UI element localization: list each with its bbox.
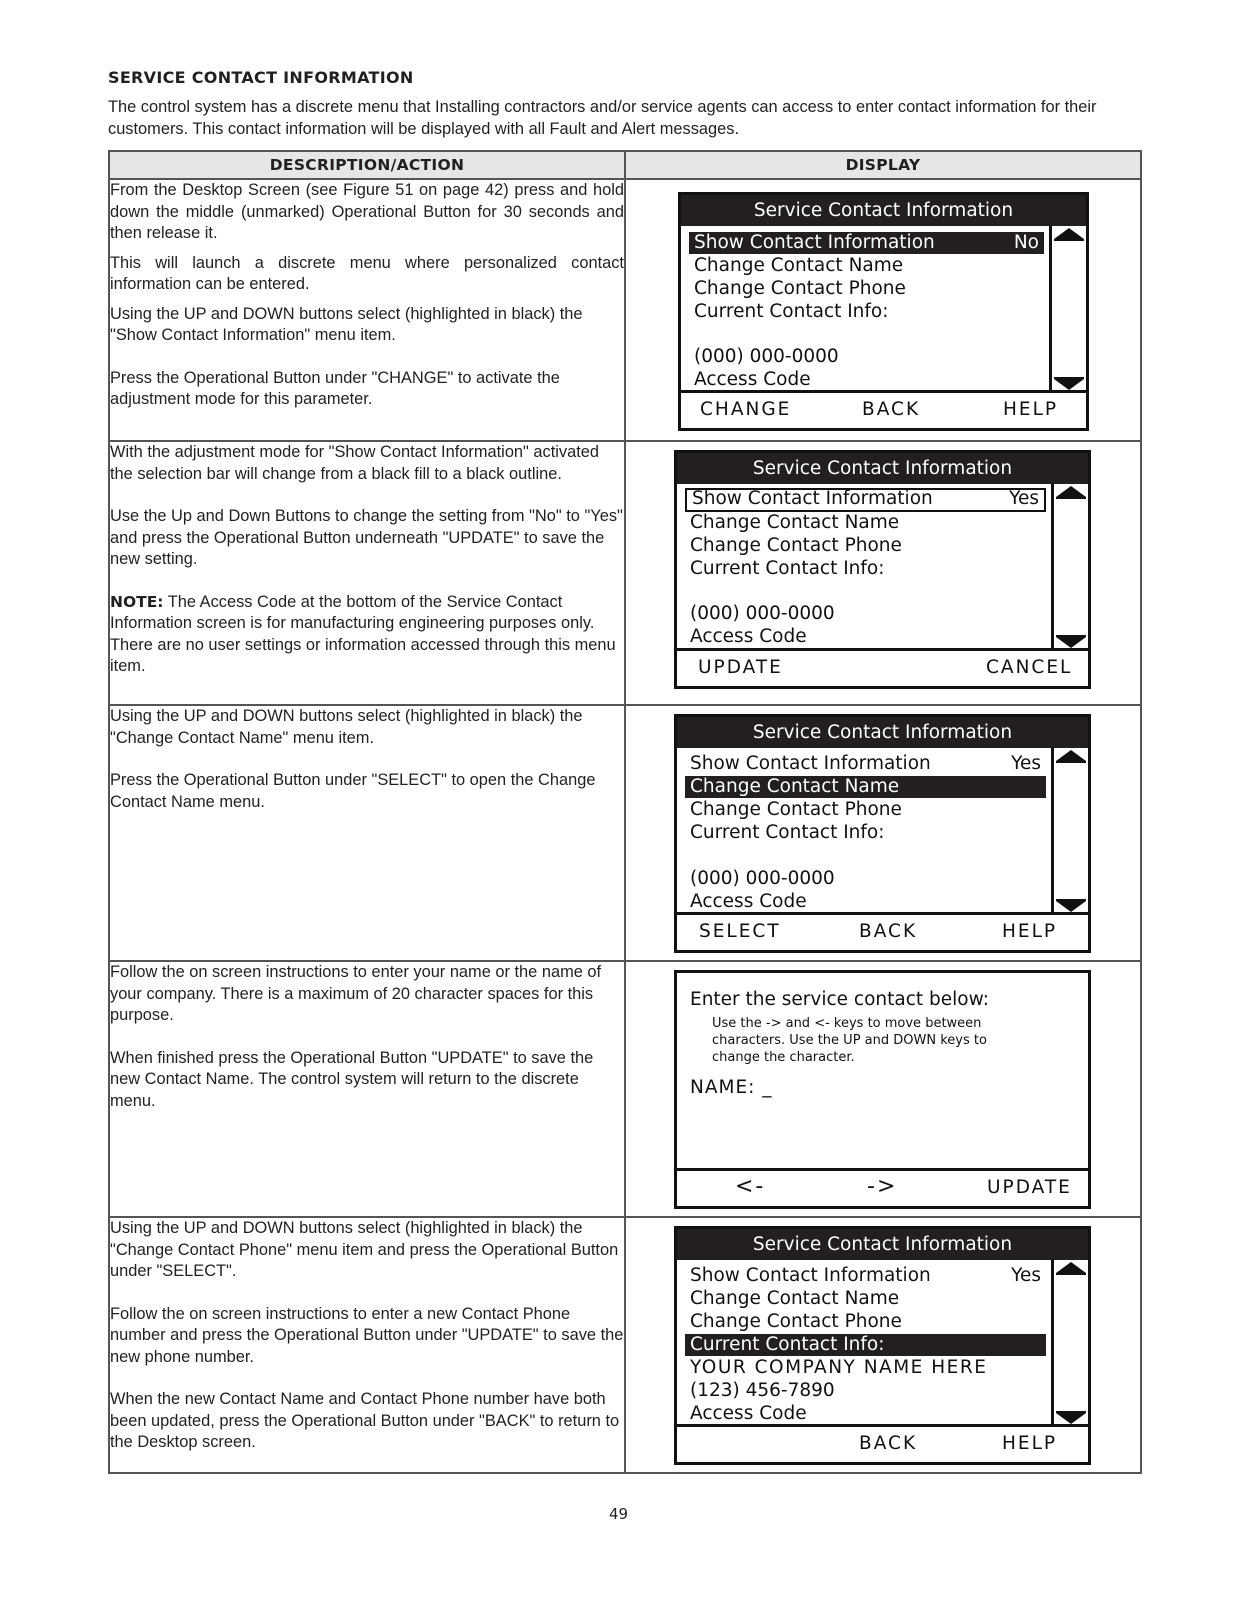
- section-title: SERVICE CONTACT INFORMATION: [108, 68, 414, 87]
- softkey-right-arrow[interactable]: ->: [867, 1174, 898, 1199]
- menu-item-show-contact-info[interactable]: Show Contact Information Yes: [685, 488, 1046, 512]
- softkey-help[interactable]: HELP: [1002, 1433, 1058, 1454]
- step-text: With the adjustment mode for "Show Contact Information" activated the selection bar will change from a black fill to a black outline.: [110, 443, 600, 483]
- scrollbar[interactable]: [1051, 484, 1088, 651]
- scroll-down-arrow-icon[interactable]: [1056, 1413, 1086, 1424]
- menu-item-change-contact-phone[interactable]: Change Contact Phone: [690, 799, 902, 820]
- screen-header: Service Contact Information: [681, 195, 1086, 226]
- softkey-bar: [677, 1424, 1088, 1462]
- menu-item-current-contact-info[interactable]: Current Contact Info:: [685, 1334, 1046, 1356]
- step-text: Use the Up and Down Buttons to change the setting from "No" to "Yes" and press the Operational Button underneath "UPDATE" to save the new setting.: [110, 507, 623, 568]
- description-cell: [109, 441, 625, 705]
- note-text: NOTE: The Access Code at the bottom of the Service Contact Information screen is for manufacturing engineering purposes only. There are no user settings or information accessed through this menu item.: [110, 592, 616, 675]
- scroll-up-arrow-icon[interactable]: [1056, 486, 1086, 497]
- menu-item-show-contact-info[interactable]: Show Contact Information No: [689, 232, 1044, 254]
- softkey-select[interactable]: SELECT: [699, 921, 781, 942]
- menu-item-access-code[interactable]: Access Code: [694, 369, 811, 390]
- display-cell: [625, 179, 1141, 441]
- contact-phone-text: (000) 000-0000: [690, 868, 835, 889]
- scroll-down-arrow-icon[interactable]: [1056, 637, 1086, 648]
- menu-item-access-code[interactable]: Access Code: [690, 891, 807, 912]
- menu-item-change-contact-phone[interactable]: Change Contact Phone: [694, 278, 906, 299]
- menu-item-current-contact-info[interactable]: Current Contact Info:: [694, 301, 889, 322]
- step-text: Follow the on screen instructions to enter your name or the name of your company. There is a maximum of 20 character spaces for this purpose.: [110, 963, 602, 1024]
- setting-value: Yes: [1011, 1265, 1041, 1286]
- menu-item-change-contact-phone[interactable]: Change Contact Phone: [690, 1311, 902, 1332]
- step-text: From the Desktop Screen (see Figure 51 on page 42) press and hold down the middle (unmarked) Operational Button for 30 seconds and then release it.: [110, 181, 624, 242]
- display-cell: [625, 1217, 1141, 1473]
- instruction-hint: Use the -> and <- keys to move between characters. Use the UP and DOWN keys to change the character.: [712, 1016, 987, 1065]
- instruction-table: [108, 150, 1142, 1474]
- display-cell: [625, 705, 1141, 961]
- menu-item-access-code[interactable]: Access Code: [690, 1403, 807, 1424]
- menu-item-change-contact-name[interactable]: Change Contact Name: [685, 776, 1046, 798]
- name-input-field[interactable]: NAME: _: [690, 1077, 773, 1098]
- contact-name-text: YOUR COMPANY NAME HERE: [690, 1357, 988, 1378]
- step-text: This will launch a discrete menu where personalized contact information can be entered.: [110, 253, 624, 293]
- menu-item-access-code[interactable]: Access Code: [690, 626, 807, 647]
- scroll-up-arrow-icon[interactable]: [1056, 1262, 1086, 1273]
- lcd-screen: [678, 192, 1089, 431]
- setting-value: No: [1013, 232, 1039, 253]
- column-header-display: DISPLAY: [625, 151, 1141, 179]
- setting-value: Yes: [1011, 753, 1041, 774]
- softkey-bar: [681, 390, 1086, 428]
- scrollbar[interactable]: [1051, 748, 1088, 915]
- scrollbar[interactable]: [1051, 1260, 1088, 1427]
- table-row: [109, 961, 1141, 1217]
- description-cell: [109, 705, 625, 961]
- step-text: Using the UP and DOWN buttons select (highlighted in black) the "Show Contact Information" menu item.: [110, 304, 583, 344]
- table-header-row: [109, 151, 1141, 179]
- step-text: When the new Contact Name and Contact Phone number have both been updated, press the Operational Button under "BACK" to return to the Desktop screen.: [110, 1390, 620, 1451]
- scrollbar[interactable]: [1049, 226, 1086, 393]
- contact-prompt: Enter the service contact below:: [690, 989, 989, 1010]
- scroll-up-arrow-icon[interactable]: [1056, 750, 1086, 761]
- scroll-up-arrow-icon[interactable]: [1054, 228, 1084, 239]
- menu-item-change-contact-name[interactable]: Change Contact Name: [690, 512, 900, 533]
- description-cell: [109, 1217, 625, 1473]
- softkey-bar: [677, 648, 1088, 686]
- lcd-screen: [674, 970, 1091, 1209]
- step-text: Using the UP and DOWN buttons select (highlighted in black) the "Change Contact Name" menu item.: [110, 707, 583, 747]
- softkey-bar: [677, 1168, 1088, 1206]
- table-row: [109, 1217, 1141, 1473]
- softkey-back[interactable]: BACK: [862, 399, 921, 420]
- screen-header: Service Contact Information: [677, 453, 1088, 484]
- screen-header: Service Contact Information: [677, 717, 1088, 748]
- softkey-left-arrow[interactable]: <-: [735, 1174, 766, 1199]
- menu-item-show-contact-info[interactable]: Show Contact Information Yes: [690, 753, 1041, 774]
- step-text: Press the Operational Button under "CHANGE" to activate the adjustment mode for this parameter.: [110, 368, 560, 408]
- display-cell: [625, 441, 1141, 705]
- description-cell: [109, 961, 625, 1217]
- softkey-change[interactable]: CHANGE: [700, 399, 792, 420]
- lcd-screen: [674, 450, 1091, 689]
- table-row: [109, 705, 1141, 961]
- softkey-help[interactable]: HELP: [1003, 399, 1059, 420]
- step-text: Follow the on screen instructions to enter a new Contact Phone number and press the Operational Button under "UPDATE" to save the new phone number.: [110, 1304, 624, 1366]
- softkey-back[interactable]: BACK: [859, 1433, 918, 1454]
- page-number: 49: [608, 1505, 629, 1523]
- contact-phone-text: (123) 456-7890: [690, 1380, 835, 1401]
- menu-item-current-contact-info[interactable]: Current Contact Info:: [690, 558, 885, 579]
- contact-phone-text: (000) 000-0000: [690, 603, 835, 624]
- menu-item-show-contact-info[interactable]: Show Contact Information Yes: [690, 1265, 1041, 1286]
- menu-item-change-contact-phone[interactable]: Change Contact Phone: [690, 535, 902, 556]
- softkey-back[interactable]: BACK: [859, 921, 918, 942]
- note-label: NOTE:: [110, 592, 164, 611]
- scroll-down-arrow-icon[interactable]: [1054, 379, 1084, 390]
- display-cell: [625, 961, 1141, 1217]
- table-row: [109, 179, 1141, 441]
- intro-paragraph: The control system has a discrete menu that Installing contractors and/or service agents can access to enter contact information for their customers. This contact information will be displayed with all Fault and Alert messages.: [108, 98, 1097, 138]
- softkey-update[interactable]: UPDATE: [987, 1177, 1072, 1198]
- menu-item-change-contact-name[interactable]: Change Contact Name: [690, 1288, 900, 1309]
- menu-item-current-contact-info[interactable]: Current Contact Info:: [690, 822, 885, 843]
- contact-phone-text: (000) 000-0000: [694, 346, 839, 367]
- screen-header: Service Contact Information: [677, 1229, 1088, 1260]
- step-text: Using the UP and DOWN buttons select (highlighted in black) the "Change Contact Phone" menu item and press the Operational Button under "SELECT".: [110, 1219, 619, 1280]
- softkey-update[interactable]: UPDATE: [698, 657, 783, 678]
- softkey-help[interactable]: HELP: [1002, 921, 1058, 942]
- setting-value: Yes: [1009, 488, 1039, 509]
- lcd-screen: [674, 714, 1091, 953]
- scroll-down-arrow-icon[interactable]: [1056, 901, 1086, 912]
- lcd-screen: [674, 1226, 1091, 1465]
- menu-item-change-contact-name[interactable]: Change Contact Name: [694, 255, 904, 276]
- table-row: [109, 441, 1141, 705]
- column-header-description: DESCRIPTION/ACTION: [109, 151, 625, 179]
- softkey-bar: [677, 912, 1088, 950]
- step-text: Press the Operational Button under "SELECT" to open the Change Contact Name menu.: [110, 771, 596, 811]
- step-text: When finished press the Operational Button "UPDATE" to save the new Contact Name. The control system will return to the discrete menu.: [110, 1048, 594, 1110]
- softkey-cancel[interactable]: CANCEL: [986, 657, 1073, 678]
- description-cell: [109, 179, 625, 441]
